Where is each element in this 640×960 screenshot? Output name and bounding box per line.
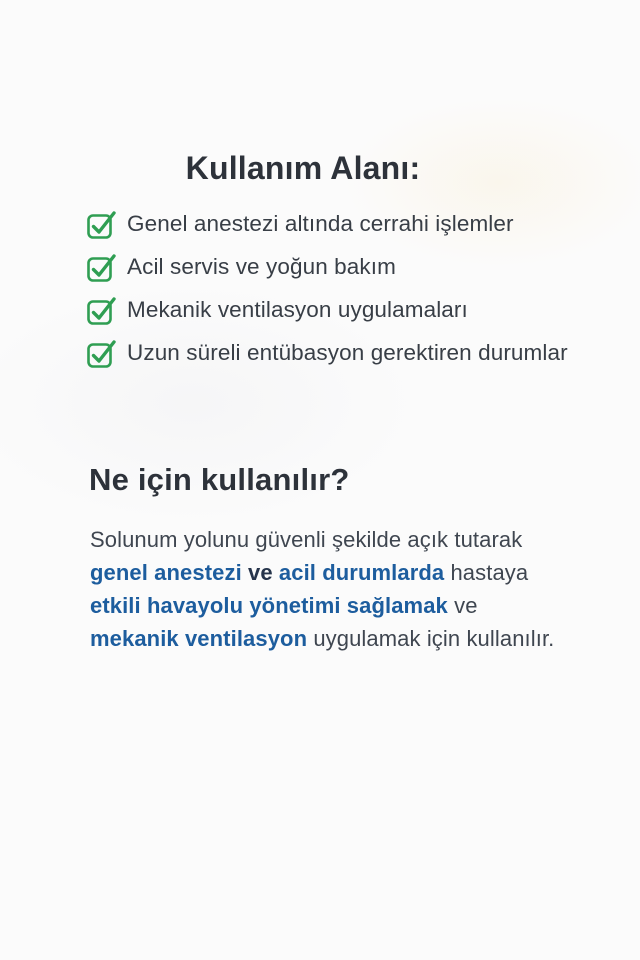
text-segment-emphasis: mekanik ventilasyon bbox=[90, 626, 308, 651]
usage-check-list bbox=[87, 202, 607, 374]
list-item-label: Acil servis ve yoğun bakım bbox=[127, 253, 396, 279]
text-segment: hastaya bbox=[444, 560, 529, 585]
paragraph-line bbox=[90, 523, 590, 556]
list-item-label: Mekanik ventilasyon uygulamaları bbox=[127, 296, 468, 322]
green-checkbox-icon bbox=[87, 209, 117, 239]
text-segment-emphasis: etkili havayolu yönetimi sağlamak bbox=[90, 593, 448, 618]
text-segment: ve bbox=[241, 560, 279, 585]
list-item bbox=[87, 245, 607, 288]
paragraph-line bbox=[90, 556, 590, 589]
list-item bbox=[87, 202, 607, 245]
usage-section-title: Kullanım Alanı: bbox=[185, 150, 421, 186]
text-segment-emphasis: acil durumlarda bbox=[278, 560, 445, 585]
purpose-paragraph bbox=[90, 523, 590, 655]
green-checkbox-icon bbox=[87, 295, 117, 325]
text-segment: uygulamak için kullanılır. bbox=[307, 626, 555, 651]
green-checkbox-icon bbox=[87, 252, 117, 282]
list-item-label: Uzun süreli entübasyon gerektiren durumlar bbox=[127, 339, 568, 365]
green-checkbox-icon bbox=[87, 338, 117, 368]
text-segment: Solunum yolunu güvenli şekilde açık tutarak bbox=[90, 527, 523, 552]
paragraph-line bbox=[90, 589, 590, 622]
paragraph-line bbox=[90, 622, 590, 655]
list-item bbox=[87, 288, 607, 331]
purpose-section-heading: Ne için kullanılır? bbox=[89, 462, 350, 497]
text-segment-emphasis: genel anestezi bbox=[90, 560, 242, 585]
list-item bbox=[87, 331, 607, 374]
text-segment: ve bbox=[447, 593, 478, 618]
list-item-label: Genel anestezi altında cerrahi işlemler bbox=[127, 210, 514, 236]
